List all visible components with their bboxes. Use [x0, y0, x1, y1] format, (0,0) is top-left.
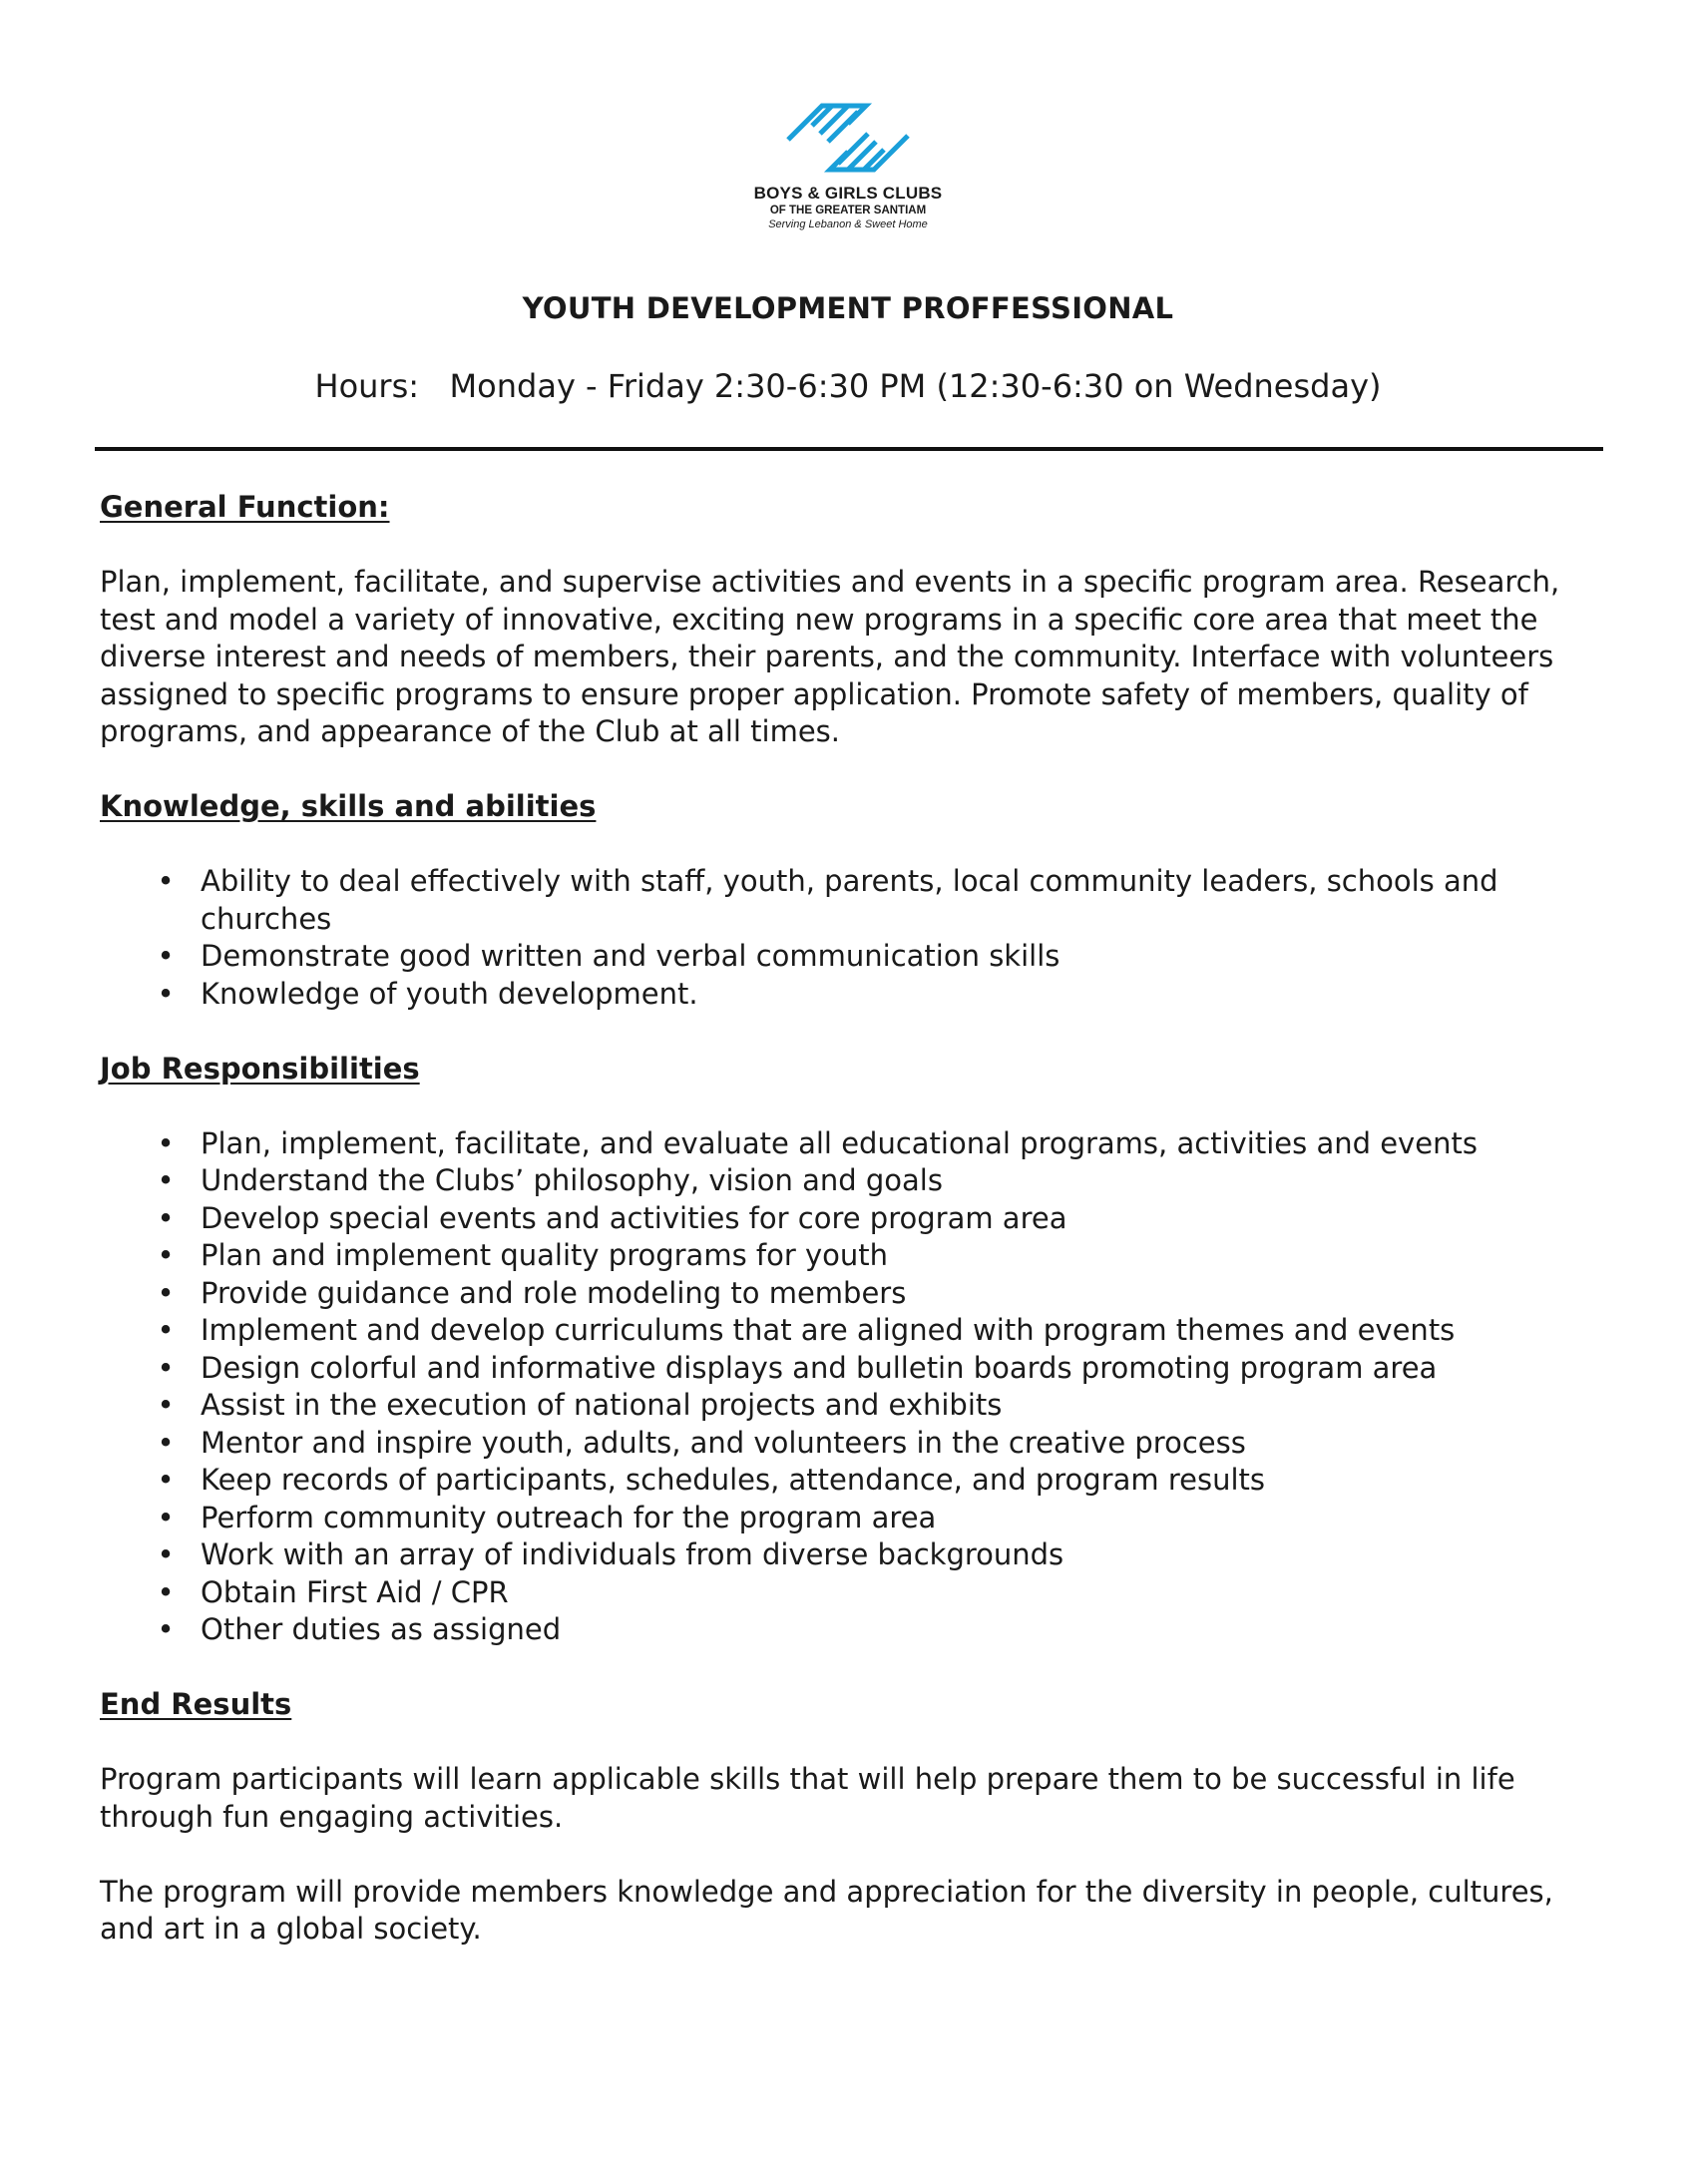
list-item [100, 1387, 1601, 1425]
list-item [100, 1312, 1601, 1350]
list-item-text: Assist in the execution of national projects and exhibits [201, 1388, 1003, 1422]
list-item [100, 938, 1601, 976]
list-item-text: churches [201, 901, 332, 936]
org-name: BOYS & GIRLS CLUBS [753, 184, 943, 203]
paragraph-line: assigned to specific programs to ensure proper application. Promote safety of members, quality of [100, 676, 1528, 711]
list-item-text: Plan, implement, facilitate, and evaluate all educational programs, activities and events [201, 1125, 1478, 1160]
spacer [100, 1836, 1601, 1874]
list-item [100, 1350, 1601, 1388]
bullet-icon: • [157, 864, 175, 898]
list-item [100, 1574, 1601, 1612]
spacer [100, 1013, 1601, 1051]
spacer [100, 751, 1601, 789]
bullet-icon: • [157, 1275, 175, 1310]
org-logo [0, 96, 1696, 231]
paragraph-line: through fun engaging activities. [100, 1799, 564, 1834]
end-results-heading: End Results [100, 1687, 292, 1721]
spacer [100, 1724, 1601, 1762]
list-item [100, 1425, 1601, 1463]
list-item-text: Understand the Clubs’ philosophy, vision and goals [201, 1163, 943, 1197]
bullet-icon: • [157, 1200, 175, 1235]
bullet-icon: • [157, 1574, 175, 1609]
paragraph-line: Program participants will learn applicable skills that will help prepare them to be successful in life [100, 1762, 1515, 1796]
end-results-paragraph-2 [100, 1874, 1601, 1949]
list-item-text: Design colorful and informative displays and bulletin boards promoting program area [201, 1350, 1438, 1385]
spacer [100, 1088, 1601, 1125]
bullet-icon: • [157, 939, 175, 973]
list-item-text: Implement and develop curriculums that are aligned with program themes and events [201, 1313, 1456, 1347]
bullet-icon: • [157, 1537, 175, 1571]
list-item-text: Ability to deal effectively with staff, youth, parents, local community leaders, schools and [201, 864, 1498, 898]
responsibilities-list [100, 1125, 1601, 1649]
spacer [100, 826, 1601, 864]
list-item [100, 1237, 1601, 1275]
bullet-icon: • [157, 1500, 175, 1534]
list-item-text: Obtain First Aid / CPR [201, 1574, 509, 1609]
spacer [100, 1649, 1601, 1687]
bullet-icon: • [157, 1238, 175, 1272]
bullet-icon: • [157, 1425, 175, 1460]
bullet-icon: • [157, 1125, 175, 1160]
list-item [100, 1462, 1601, 1500]
paragraph-line: test and model a variety of innovative, exciting new programs in a specific core area that meet the [100, 602, 1538, 637]
bullet-icon: • [157, 976, 175, 1011]
list-item-continuation [100, 901, 1601, 939]
list-item [100, 976, 1601, 1014]
paragraph-line: Plan, implement, facilitate, and supervise activities and events in a specific program area. Research, [100, 565, 1560, 599]
list-item [100, 1125, 1601, 1163]
hands-logo-icon [782, 96, 914, 180]
list-item [100, 1200, 1601, 1238]
list-item [100, 863, 1601, 901]
list-item-text: Keep records of participants, schedules, attendance, and program results [201, 1463, 1265, 1497]
document-title: YOUTH DEVELOPMENT PROFFESSIONAL [522, 291, 1174, 325]
list-item-text: Knowledge of youth development. [201, 976, 698, 1011]
bullet-icon: • [157, 1350, 175, 1385]
bullet-icon: • [157, 1313, 175, 1347]
list-item-text: Develop special events and activities for core program area [201, 1200, 1067, 1235]
list-item-text: Provide guidance and role modeling to members [201, 1275, 907, 1310]
org-subtitle: OF THE GREATER SANTIAM [769, 205, 927, 217]
knowledge-list [100, 863, 1601, 1013]
end-results-paragraph-1 [100, 1761, 1601, 1836]
bullet-icon: • [157, 1463, 175, 1497]
knowledge-heading: Knowledge, skills and abilities [100, 789, 597, 823]
list-item-text: Perform community outreach for the program area [201, 1500, 937, 1534]
paragraph-line: diverse interest and needs of members, their parents, and the community. Interface with volunteers [100, 640, 1554, 673]
header-divider [95, 447, 1603, 451]
document-body [100, 489, 1601, 1949]
list-item [100, 1500, 1601, 1537]
general-function-heading: General Function: [100, 490, 390, 524]
list-item-text: Work with an array of individuals from diverse backgrounds [201, 1537, 1064, 1571]
hours-line: Hours: Monday - Friday 2:30-6:30 PM (12:30-6:30 on Wednesday) [314, 367, 1382, 405]
paragraph-line: The program will provide members knowledge and appreciation for the diversity in people, cultures, [100, 1874, 1553, 1909]
list-item [100, 1275, 1601, 1313]
list-item [100, 1611, 1601, 1649]
org-tagline: Serving Lebanon & Sweet Home [768, 218, 928, 230]
list-item [100, 1536, 1601, 1574]
list-item-text: Other duties as assigned [201, 1612, 562, 1646]
paragraph-line: and art in a global society. [100, 1912, 482, 1946]
bullet-icon: • [157, 1163, 175, 1197]
list-item-text: Demonstrate good written and verbal communication skills [201, 939, 1060, 973]
list-item-text: Mentor and inspire youth, adults, and volunteers in the creative process [201, 1425, 1246, 1460]
paragraph-line: programs, and appearance of the Club at all times. [100, 714, 840, 748]
responsibilities-heading: Job Responsibilities [100, 1051, 420, 1086]
general-function-paragraph [100, 564, 1601, 751]
bullet-icon: • [157, 1612, 175, 1646]
list-item [100, 1162, 1601, 1200]
list-item-text: Plan and implement quality programs for youth [201, 1238, 889, 1272]
spacer [100, 527, 1601, 565]
bullet-icon: • [157, 1388, 175, 1422]
